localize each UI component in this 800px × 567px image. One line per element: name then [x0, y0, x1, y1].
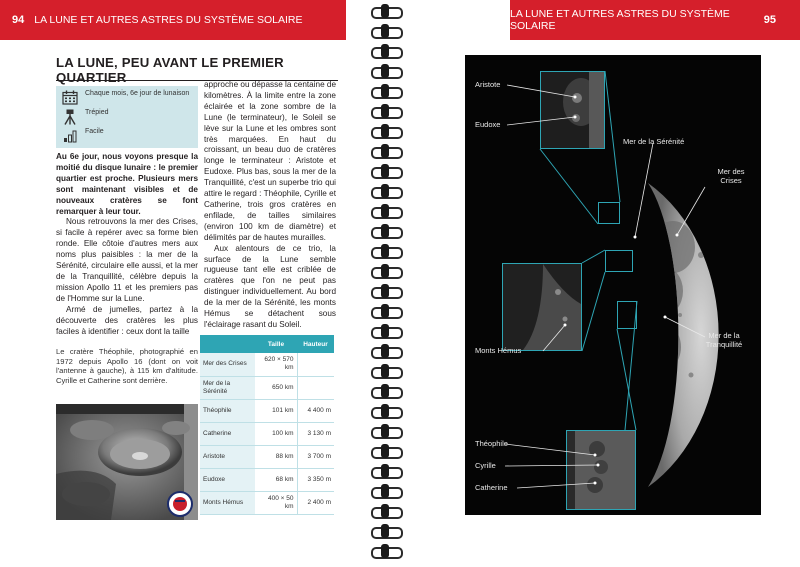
binding-ring: [368, 86, 402, 97]
table-cell-name: Catherine: [200, 422, 255, 445]
info-row-period: [61, 89, 193, 108]
binding-ring: [368, 346, 402, 357]
binding-ring: [368, 506, 402, 517]
info-text-equipment: Trépied: [85, 109, 109, 116]
spiral-binding: [368, 0, 402, 567]
table-cell-size: 101 km: [255, 399, 297, 422]
text-column-2: [204, 80, 336, 331]
binding-ring: [368, 46, 402, 57]
info-row-difficulty: [61, 127, 193, 146]
binding-ring: [368, 546, 402, 557]
table-row: [200, 468, 334, 491]
difficulty-icon: [61, 127, 79, 144]
binding-ring: [368, 266, 402, 277]
binding-ring: [368, 446, 402, 457]
label-aristote: Aristote: [475, 80, 501, 89]
table-cell-size: 400 × 50 km: [255, 491, 297, 514]
tripod-icon: [61, 108, 79, 125]
info-box: [56, 86, 198, 148]
info-row-equipment: [61, 108, 193, 127]
table-cell-size: 650 km: [255, 376, 297, 399]
binding-ring: [368, 226, 402, 237]
binding-ring: [368, 466, 402, 477]
binding-ring: [368, 306, 402, 317]
table-cell-name: Eudoxe: [200, 468, 255, 491]
table-cell-name: Monts Hémus: [200, 491, 255, 514]
photo-caption: Le cratère Théophile, photographié en 1972 depuis Apollo 16 (dont on voit l'antenne à gauche), à 115 km d'altitude. Cyrille et Catherine sont derrière.: [56, 347, 198, 385]
label-mer-serenite: Mer de la Sérénité: [623, 137, 685, 146]
table-row: [200, 422, 334, 445]
table-cell-size: 620 × 570 km: [255, 353, 297, 376]
table-row: [200, 491, 334, 514]
leader-lines: [465, 55, 761, 515]
table-cell-name: Mer de la Sérénité: [200, 376, 255, 399]
theophile-photo: [56, 404, 198, 520]
text-column-1: [56, 152, 198, 337]
info-text-period: Chaque mois, 6e jour de lunaison: [85, 90, 190, 97]
table-header-row: [200, 335, 334, 353]
table-cell-size: 68 km: [255, 468, 297, 491]
binding-ring: [368, 366, 402, 377]
label-cyrille: Cyrille: [475, 461, 496, 470]
table-row: [200, 399, 334, 422]
table-cell-height: 2 400 m: [297, 491, 334, 514]
table-cell-height: 4 400 m: [297, 399, 334, 422]
left-page-header: [0, 0, 346, 40]
table-header: [200, 335, 255, 353]
label-catherine: Catherine: [475, 483, 508, 492]
moon-panel: [465, 55, 761, 515]
table-row: [200, 376, 334, 399]
binding-ring: [368, 126, 402, 137]
table-header: Taille: [255, 335, 297, 353]
binding-ring: [368, 66, 402, 77]
binding-ring: [368, 326, 402, 337]
label-mer-tranquillite: Mer de la Tranquillité: [705, 331, 743, 349]
binding-ring: [368, 286, 402, 297]
right-page-number: 95: [763, 14, 776, 26]
body-paragraph: Nous retrouvons la mer des Crises, si facile à repérer avec sa forme bien ronde. Elle côtoie d'autres mers aux noms plus paisibles : la mer de la Sérénité, circulaire elle aussi, et la mer de la Tranquillité, célèbre depuis la mission Apollo 11 et les premiers pas de l'Homme sur la Lune.: [56, 217, 198, 303]
table-cell-height: [297, 353, 334, 376]
binding-ring: [368, 406, 402, 417]
table-header: Hauteur: [297, 335, 334, 353]
body-paragraph: approche ou dépasse la centaine de kilomètres. À la limite entre la zone éclairée et la zone sombre de la Lune (le terminateur), le Soleil se lève sur la Lune et les ombres sont très marquées. En haut du croissant, un beau duo de cratères longe le terminateur : Aristote et Eudoxe. Plus bas, sous la mer de la Tranquillité, c'est un superbe trio qui attire le regard : Théophile, Cyrille et Catherine, trois gros cratères en enfilade, de tailles similaires (environ 100 km de diamètre) et délimités par de hautes murailles.: [204, 80, 337, 242]
info-text-difficulty: Facile: [85, 128, 104, 135]
article-title: LA LUNE, PEU AVANT LE PREMIER QUARTIER: [56, 55, 338, 81]
right-page-header: [510, 0, 800, 40]
binding-ring: [368, 426, 402, 437]
table-cell-size: 88 km: [255, 445, 297, 468]
table-cell-height: 3 130 m: [297, 422, 334, 445]
label-mer-crises: Mer des Crises: [717, 167, 745, 185]
table-cell-size: 100 km: [255, 422, 297, 445]
binding-ring: [368, 486, 402, 497]
table-cell-name: Aristote: [200, 445, 255, 468]
body-paragraph: Aux alentours de ce trio, la surface de la Lune semble rugueuse tant elle est criblée de cratères que l'on ne peut pas distinguer individuellement. Au bord de la mer de la Sérénité, les monts Hémus se détachent sous l'éclairage rasant du Soleil.: [204, 243, 336, 329]
table-cell-name: Mer des Crises: [200, 353, 255, 376]
calendar-icon: [61, 89, 79, 106]
binding-ring: [368, 526, 402, 537]
binding-ring: [368, 186, 402, 197]
binding-ring: [368, 206, 402, 217]
body-paragraph: Armé de jumelles, partez à la découverte des cratères les plus faciles à identifier : ceux dont la taille: [56, 304, 198, 336]
table-cell-height: [297, 376, 334, 399]
table-cell-height: 3 350 m: [297, 468, 334, 491]
right-running-title: LA LUNE ET AUTRES ASTRES DU SYSTÈME SOLAIRE: [510, 8, 730, 32]
binding-ring: [368, 246, 402, 257]
lead-paragraph: Au 6e jour, nous voyons presque la moitié du disque lunaire : le premier quartier est proche. Plusieurs mers sont maintenant visibles et de nouveaux cratères se font remarquer à leur tour.: [56, 152, 198, 216]
table-cell-height: 3 700 m: [297, 445, 334, 468]
left-running-title: LA LUNE ET AUTRES ASTRES DU SYSTÈME SOLAIRE: [34, 14, 303, 26]
table-row: [200, 353, 334, 376]
binding-ring: [368, 166, 402, 177]
table-cell-name: Théophile: [200, 399, 255, 422]
binding-ring: [368, 6, 402, 17]
binding-ring: [368, 146, 402, 157]
binding-ring: [368, 26, 402, 37]
crater-table: [200, 335, 334, 515]
label-eudoxe: Eudoxe: [475, 120, 501, 129]
label-monts-hemus: Monts Hémus: [475, 346, 522, 355]
binding-ring: [368, 386, 402, 397]
table-row: [200, 445, 334, 468]
left-page-number: 94: [12, 14, 25, 26]
label-theophile: Théophile: [475, 439, 508, 448]
binding-ring: [368, 106, 402, 117]
